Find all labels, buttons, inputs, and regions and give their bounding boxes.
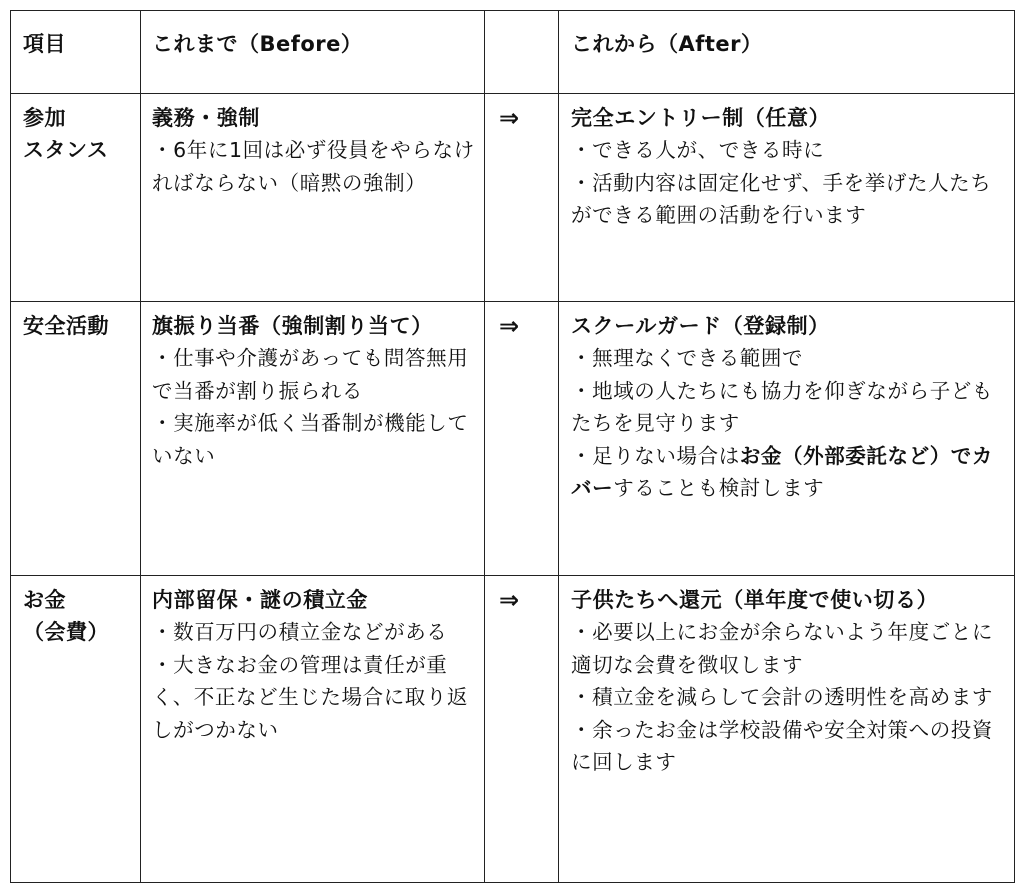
header-cell-arrow [485, 11, 559, 93]
before-title: 内部留保・謎の積立金 [152, 588, 368, 612]
right-arrow-icon: ⇒ [499, 312, 520, 340]
after-title: スクールガード（登録制） [571, 314, 830, 338]
arrow-cell [485, 302, 559, 575]
list-item: ・活動内容は固定化せず、手を挙げた人たちができる範囲の活動を行います [571, 170, 992, 227]
arrow-cell [485, 94, 559, 301]
header-item-label: 項目 [23, 32, 66, 56]
row-label: お金 （会費） [23, 588, 109, 644]
before-title: 義務・強制 [152, 106, 260, 130]
list-item: ・大きなお金の管理は責任が重く、不正など生じた場合に取り返しがつかない [152, 652, 469, 742]
after-cell [559, 576, 1016, 882]
table-row-money [11, 576, 1014, 882]
list-item: ・実施率が低く当番制が機能していない [152, 411, 469, 468]
right-arrow-icon: ⇒ [499, 586, 520, 614]
comparison-table [10, 10, 1015, 883]
header-cell-item [11, 11, 141, 93]
after-title: 完全エントリー制（任意） [571, 106, 831, 130]
list-item: ・できる人が、できる時に [571, 138, 825, 162]
list-item: ・6年に1回は必ず役員をやらなければならない（暗黙の強制） [152, 138, 475, 195]
mixed-suffix: することも検討します [613, 476, 825, 500]
row-label-cell [11, 94, 141, 301]
arrow-cell [485, 576, 559, 882]
right-arrow-icon: ⇒ [499, 104, 520, 132]
row-label-cell [11, 302, 141, 575]
mixed-prefix: ・足りない場合は [571, 443, 740, 468]
after-list [571, 342, 1010, 505]
after-list [571, 134, 1010, 232]
table-row-safety [11, 302, 1014, 576]
header-after-label: これから（After） [571, 32, 763, 56]
header-before-label: これまで（Before） [152, 32, 363, 56]
list-item: ・無理なくできる範囲で [571, 346, 804, 370]
mixed-bold: お金（外部委託など）でカバー [571, 443, 994, 500]
table-row-participation [11, 94, 1014, 302]
before-list [152, 616, 478, 746]
list-item: ・余ったお金は学校設備や安全対策への投資に回します [571, 717, 993, 774]
after-cell [559, 302, 1016, 575]
list-item: ・仕事や介護があっても問答無用で当番が割り振られる [152, 346, 469, 403]
after-title: 子供たちへ還元（単年度で使い切る） [571, 588, 939, 612]
table-header-row [11, 11, 1014, 94]
before-cell [141, 302, 485, 575]
list-item: ・数百万円の積立金などがある [152, 620, 448, 644]
row-label: 安全活動 [23, 314, 109, 338]
before-list [152, 342, 478, 472]
after-cell [559, 94, 1016, 301]
list-item: ・積立金を減らして会計の透明性を高めます [571, 685, 993, 709]
row-label: 参加 スタンス [23, 106, 109, 162]
list-item [571, 440, 1010, 505]
list-item: ・地域の人たちにも協力を仰ぎながら子どもたちを見守ります [571, 378, 993, 435]
header-cell-before [141, 11, 485, 93]
before-cell [141, 94, 485, 301]
header-cell-after [559, 11, 1016, 93]
row-label-cell [11, 576, 141, 882]
list-item: ・必要以上にお金が余らないよう年度ごとに適切な会費を徴収します [571, 620, 993, 677]
before-title: 旗振り当番（強制割り当て） [152, 314, 433, 338]
before-cell [141, 576, 485, 882]
before-list [152, 134, 478, 199]
after-list [571, 616, 1010, 779]
